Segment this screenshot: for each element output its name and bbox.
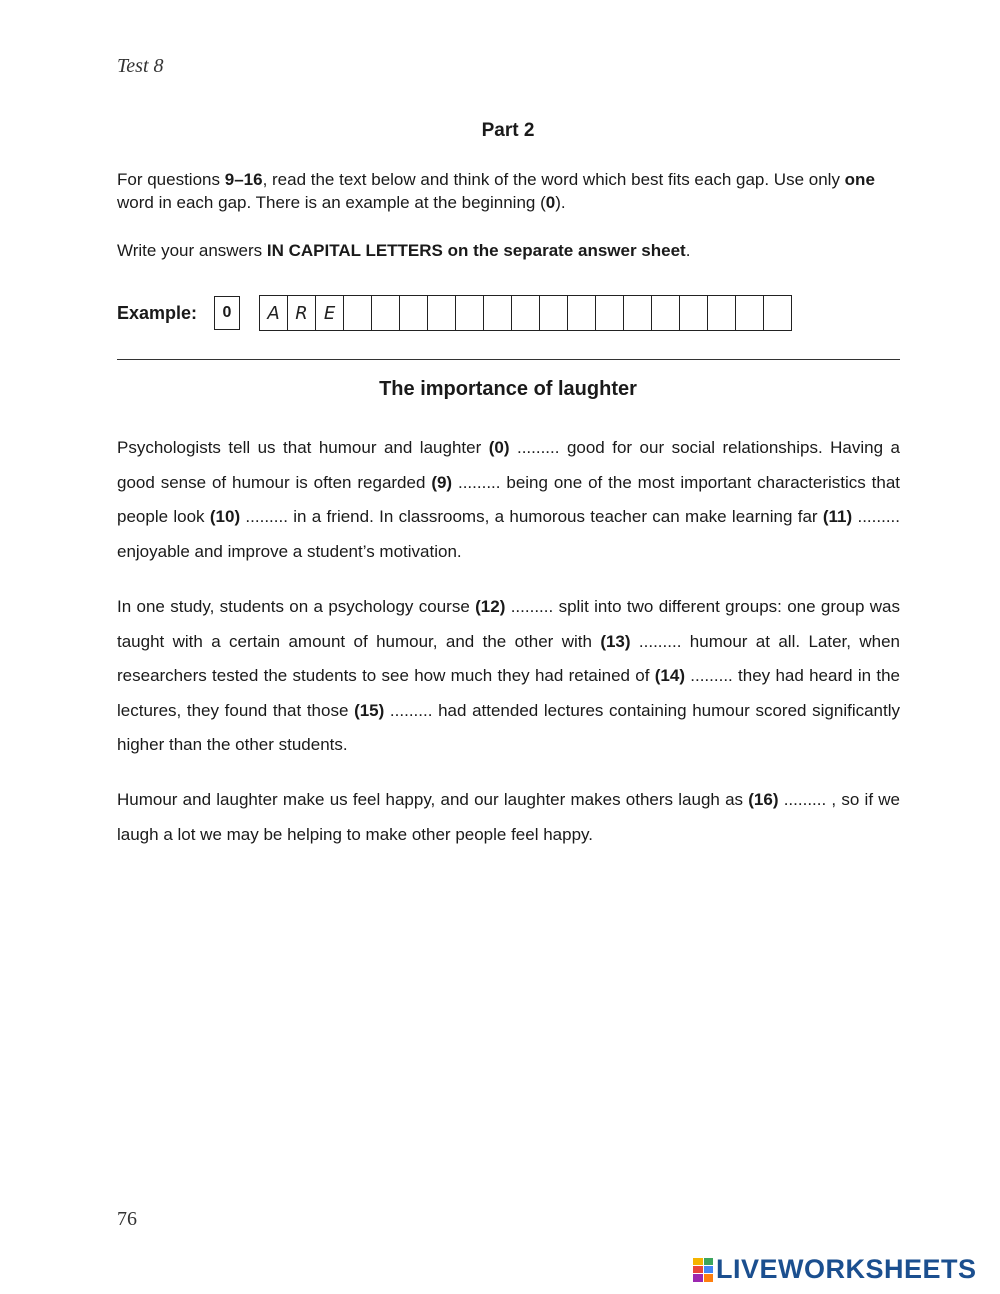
instructions	[117, 168, 902, 214]
answer-letter-box: E	[316, 295, 344, 331]
answer-letter-box	[484, 295, 512, 331]
paragraph-text: Psychologists tell us that humour and laughter	[117, 438, 489, 457]
paragraph-text: In one study, students on a psychology course	[117, 597, 476, 616]
paragraph-text: ......... good for our social relationships. Having a good sense of humour is often regarded	[117, 438, 900, 492]
paragraph-text: ......... enjoyable and improve a student’s motivation.	[117, 507, 900, 561]
instruction-text: Write your answers	[117, 241, 267, 260]
answer-letter-box	[708, 295, 736, 331]
answer-letter-box	[512, 295, 540, 331]
example-number-box: 0	[214, 296, 240, 330]
example-label: Example:	[117, 302, 198, 323]
gap-number: (15)	[354, 700, 385, 720]
gap-number: (16)	[748, 790, 779, 809]
paragraph-text: ......... had attended lectures containing humour scored significantly higher than the other students.	[117, 700, 901, 754]
answer-letter-box: R	[288, 295, 316, 331]
instruction-text: .	[685, 241, 691, 260]
example-row	[117, 295, 792, 331]
gap-number: (10)	[209, 507, 241, 526]
answer-letter-box	[456, 295, 484, 331]
paragraph-text: Humour and laughter make us feel happy, and our laughter makes others laugh as	[117, 790, 749, 809]
answer-letter-box	[764, 295, 792, 331]
answer-letter-box	[428, 295, 456, 331]
answer-letter-box	[680, 295, 708, 331]
capital-letters-instruction: IN CAPITAL LETTERS on the separate answer sheet	[266, 241, 686, 260]
paragraph-text: ......... split into two different groups: one group was taught with a certain amount of humour, and the other with	[117, 597, 900, 651]
answer-letter-box: A	[260, 295, 288, 331]
answer-letter-box	[400, 295, 428, 331]
gap-number: (12)	[475, 597, 506, 616]
gap-number: (14)	[654, 666, 685, 685]
liveworksheets-logo[interactable]	[693, 1254, 977, 1285]
gap-number: (0)	[488, 438, 510, 457]
liveworksheets-logo-icon	[693, 1258, 713, 1282]
question-range: 9–16	[224, 170, 263, 189]
emphasis-one: one	[844, 170, 875, 189]
answer-letter-box	[652, 295, 680, 331]
paragraph-text: ......... , so if we laugh a lot we may be helping to make other people feel happy.	[117, 790, 900, 844]
answer-letter-box	[568, 295, 596, 331]
answer-letter-box	[624, 295, 652, 331]
answer-letter-box	[344, 295, 372, 331]
paragraph-1	[117, 431, 900, 569]
text-title: The importance of laughter	[379, 378, 637, 400]
gap-number: (13)	[600, 631, 631, 651]
answer-letter-box	[596, 295, 624, 331]
instruction-text: ).	[555, 193, 566, 212]
paragraph-text: ......... being one of the most important characteristics that people look	[117, 472, 901, 526]
instruction-text: For questions	[117, 170, 225, 189]
paragraph-text: ......... humour at all. Later, when researchers tested the students to see how much they had retained of	[117, 631, 900, 685]
example-answer-boxes	[259, 295, 792, 331]
instruction-text: , read the text below and think of the word which best fits each gap. Use only	[262, 170, 845, 189]
test-label: Test 8	[117, 55, 164, 77]
page-number: 76	[117, 1208, 137, 1230]
paragraph-text: ......... in a friend. In classrooms, a humorous teacher can make learning far	[240, 507, 823, 526]
emphasis-zero: 0	[545, 193, 556, 212]
instruction-text: word in each gap. There is an example at the beginning (	[117, 193, 546, 212]
answer-instructions	[117, 239, 902, 262]
paragraph-3	[117, 783, 900, 852]
gap-number: (11)	[822, 507, 853, 526]
paragraph-2	[117, 590, 900, 763]
paragraph-text: ......... they had heard in the lectures, they found that those	[117, 666, 900, 720]
answer-letter-box	[372, 295, 400, 331]
gap-number: (9)	[431, 472, 453, 492]
section-divider	[117, 359, 900, 360]
part-title: Part 2	[481, 120, 535, 141]
answer-letter-box	[736, 295, 764, 331]
liveworksheets-logo-text: LIVEWORKSHEETS	[716, 1254, 977, 1284]
answer-letter-box	[540, 295, 568, 331]
